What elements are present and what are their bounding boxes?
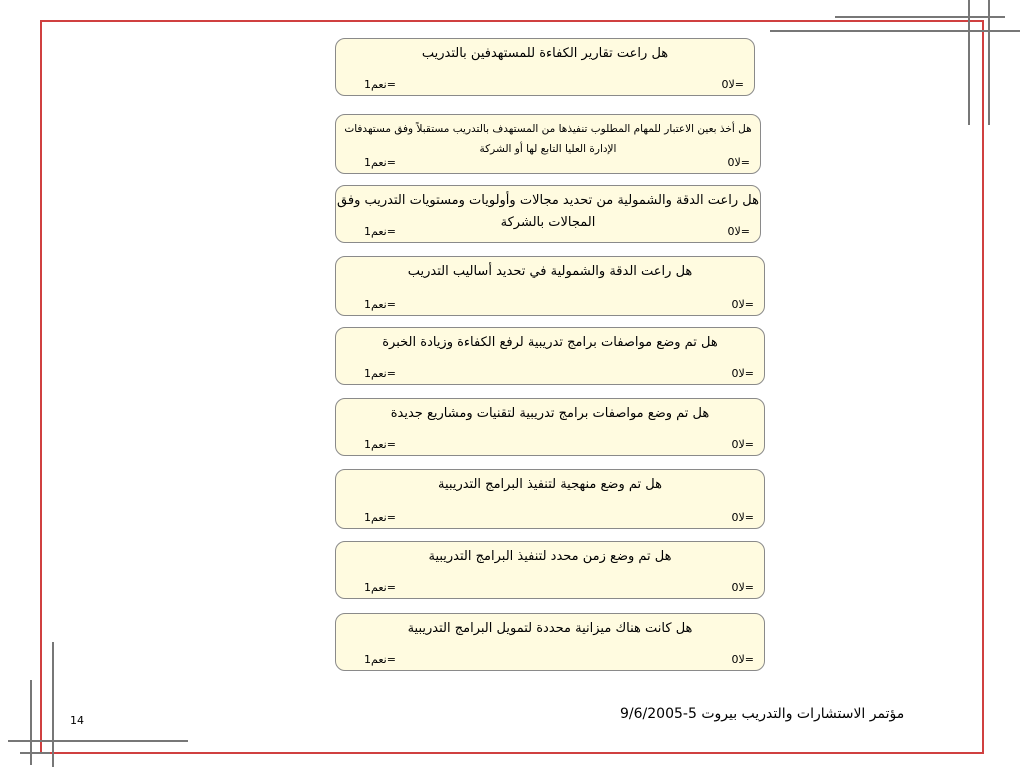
no-option: لا0= bbox=[731, 438, 754, 451]
no-option: لا0= bbox=[731, 581, 754, 594]
question-box bbox=[335, 114, 761, 174]
question-text: هل كانت هناك ميزانية محددة لتمويل البرامج التدريبية bbox=[407, 621, 693, 636]
page-number: 14 bbox=[70, 714, 84, 727]
question-box bbox=[335, 38, 755, 96]
question-text: هل تم وضع زمن محدد لتنفيذ البرامج التدريبية bbox=[428, 549, 672, 564]
no-option: لا0= bbox=[727, 225, 750, 238]
yes-option: نعم1= bbox=[364, 225, 396, 238]
yes-option: نعم1= bbox=[364, 438, 396, 451]
question-text: هل أخذ بعين الاعتبار للمهام المطلوب تنفيذها من المستهدف بالتدريب مستقبلاً وفق مستهدفات الإدارة العليا التابع لها أو الشركة bbox=[344, 123, 752, 155]
no-option: لا0= bbox=[731, 298, 754, 311]
decor-line bbox=[968, 0, 970, 125]
question-text: هل راعت الدقة والشمولية في تحديد أساليب التدريب bbox=[407, 264, 693, 279]
no-option: لا0= bbox=[731, 367, 754, 380]
yes-option: نعم1= bbox=[364, 78, 396, 91]
no-option: لا0= bbox=[731, 653, 754, 666]
footer-text: مؤتمر الاستشارات والتدريب بيروت 5-9/6/2005 bbox=[620, 706, 905, 722]
no-option: لا0= bbox=[721, 78, 744, 91]
question-text: هل راعت تقارير الكفاءة للمستهدفين بالتدريب bbox=[421, 46, 669, 61]
question-box bbox=[335, 541, 765, 599]
yes-option: نعم1= bbox=[364, 298, 396, 311]
question-text: هل راعت الدقة والشمولية من تحديد مجالات وأولويات ومستويات التدريب وفق المجالات بالشركة bbox=[337, 193, 759, 230]
yes-option: نعم1= bbox=[364, 511, 396, 524]
question-box bbox=[335, 327, 765, 385]
decor-line bbox=[770, 30, 1020, 32]
question-box bbox=[335, 469, 765, 529]
question-text: هل تم وضع مواصفات برامج تدريبية لتقنيات ومشاريع جديدة bbox=[390, 406, 710, 421]
question-text: هل تم وضع منهجية لتنفيذ البرامج التدريبية bbox=[438, 477, 662, 492]
no-option: لا0= bbox=[731, 511, 754, 524]
question-box bbox=[335, 613, 765, 671]
question-text: هل تم وضع مواصفات برامج تدريبية لرفع الكفاءة وزيادة الخبرة bbox=[382, 335, 718, 350]
decor-line bbox=[20, 752, 50, 754]
question-box bbox=[335, 398, 765, 456]
yes-option: نعم1= bbox=[364, 367, 396, 380]
yes-option: نعم1= bbox=[364, 653, 396, 666]
no-option: لا0= bbox=[727, 156, 750, 169]
decor-line bbox=[988, 0, 990, 125]
yes-option: نعم1= bbox=[364, 581, 396, 594]
question-box bbox=[335, 256, 765, 316]
decor-line bbox=[8, 740, 188, 742]
question-box bbox=[335, 185, 761, 243]
decor-line bbox=[835, 16, 1005, 18]
yes-option: نعم1= bbox=[364, 156, 396, 169]
decor-line bbox=[52, 642, 54, 767]
